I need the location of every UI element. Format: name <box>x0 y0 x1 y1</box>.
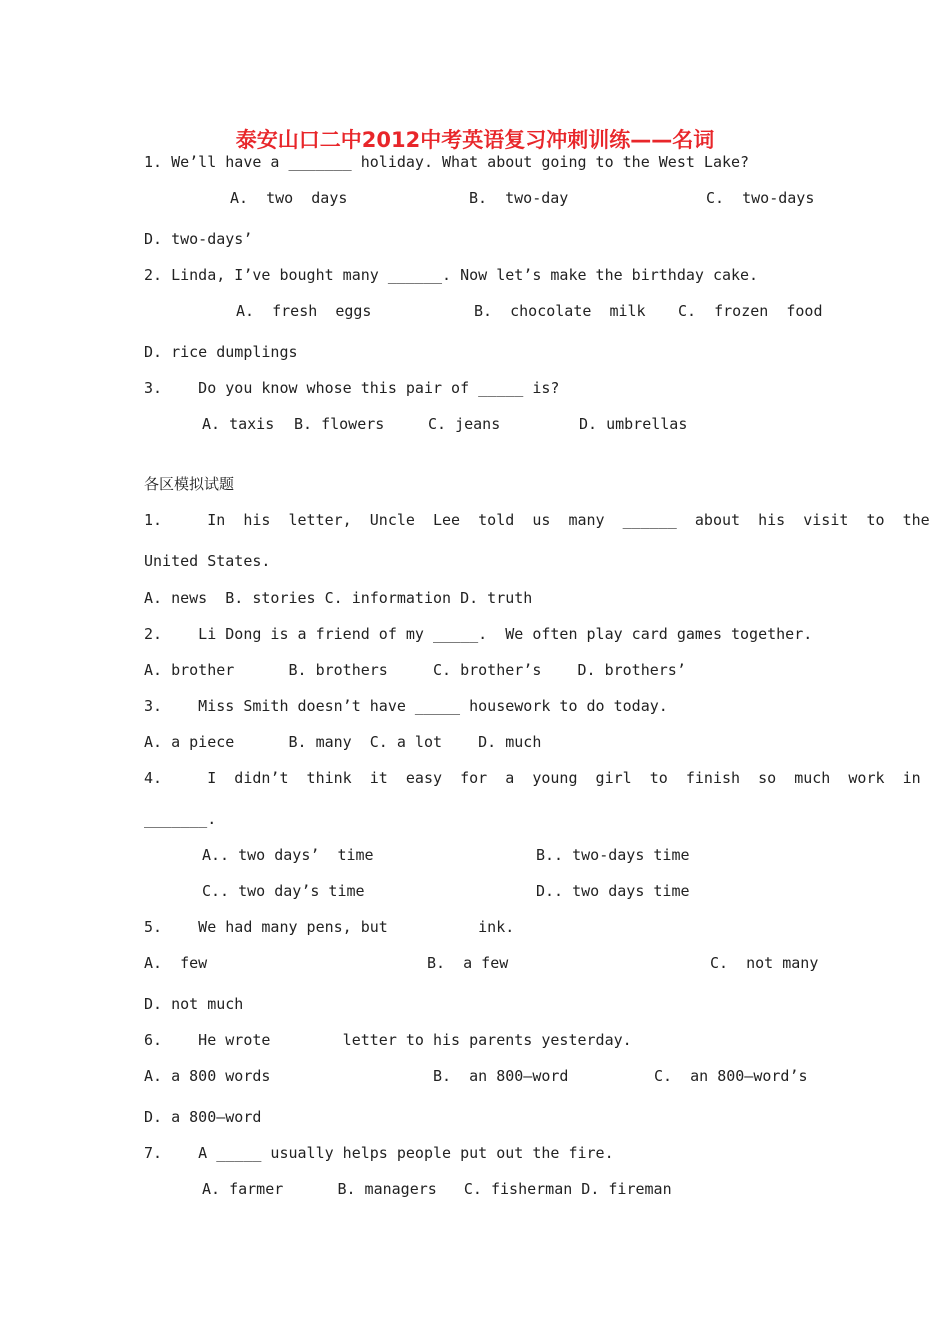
section-question-5-option-a: A. few <box>144 954 208 972</box>
section-question-6-option-c: C. an 800—word’s <box>654 1067 808 1085</box>
section-question-5-option-d: D. not much <box>144 995 244 1013</box>
question-1-option-c: C. two-days <box>706 189 815 207</box>
section-question-1-stem-cont: United States. <box>144 552 271 570</box>
question-1-option-b: B. two-day <box>469 189 569 207</box>
section-question-4-blank: _______. <box>144 810 217 828</box>
question-2-option-b: B. chocolate milk <box>474 302 646 320</box>
question-1-option-d: D. two-days’ <box>144 230 253 248</box>
section-question-7-stem: 7. A _____ usually helps people put out the fire. <box>144 1144 614 1162</box>
section-question-4-option-d: D.. two days time <box>536 882 690 900</box>
question-2-option-a: A. fresh eggs <box>236 302 372 320</box>
section-title: 各区模拟试题 <box>144 475 235 493</box>
section-question-2-stem: 2. Li Dong is a friend of my _____. We often play card games together. <box>144 625 813 643</box>
question-3-option-d: D. umbrellas <box>579 415 688 433</box>
section-question-1-stem: 1. In his letter, Uncle Lee told us many ______ about his visit to the <box>144 511 930 529</box>
section-question-6-option-d: D. a 800—word <box>144 1108 262 1126</box>
section-question-4-stem: 4. I didn’t think it easy for a young girl to finish so much work in <box>144 769 921 787</box>
question-3-option-c: C. jeans <box>428 415 501 433</box>
question-2-option-d: D. rice dumplings <box>144 343 298 361</box>
section-question-3-options: A. a piece B. many C. a lot D. much <box>144 733 542 751</box>
question-1-option-a: A. two days <box>230 189 348 207</box>
document-title: 泰安山口二中2012中考英语复习冲刺训练——名词 <box>235 128 715 152</box>
question-1-stem: 1. We’ll have a _______ holiday. What about going to the West Lake? <box>144 153 750 171</box>
section-question-6-stem: 6. He wrote letter to his parents yesterday. <box>144 1031 632 1049</box>
question-3-option-b: B. flowers <box>294 415 385 433</box>
section-question-3-stem: 3. Miss Smith doesn’t have _____ housework to do today. <box>144 697 668 715</box>
question-2-stem: 2. Linda, I’ve bought many ______. Now let’s make the birthday cake. <box>144 266 759 284</box>
section-question-4-option-a: A.. two days’ time <box>202 846 374 864</box>
section-question-5-stem: 5. We had many pens, but ink. <box>144 918 515 936</box>
question-3-stem: 3. Do you know whose this pair of _____ is? <box>144 379 560 397</box>
section-question-2-options: A. brother B. brothers C. brother’s D. brothers’ <box>144 661 686 679</box>
section-question-4-option-c: C.. two day’s time <box>202 882 365 900</box>
section-question-6-option-b: B. an 800—word <box>433 1067 569 1085</box>
section-question-6-option-a: A. a 800 words <box>144 1067 271 1085</box>
section-question-4-option-b: B.. two-days time <box>536 846 690 864</box>
section-question-1-options: A. news B. stories C. information D. truth <box>144 589 533 607</box>
question-2-option-c: C. frozen food <box>678 302 823 320</box>
section-question-5-option-b: B. a few <box>427 954 509 972</box>
section-question-5-option-c: C. not many <box>710 954 819 972</box>
section-question-7-options: A. farmer B. managers C. fisherman D. fireman <box>202 1180 672 1198</box>
question-3-option-a: A. taxis <box>202 415 275 433</box>
